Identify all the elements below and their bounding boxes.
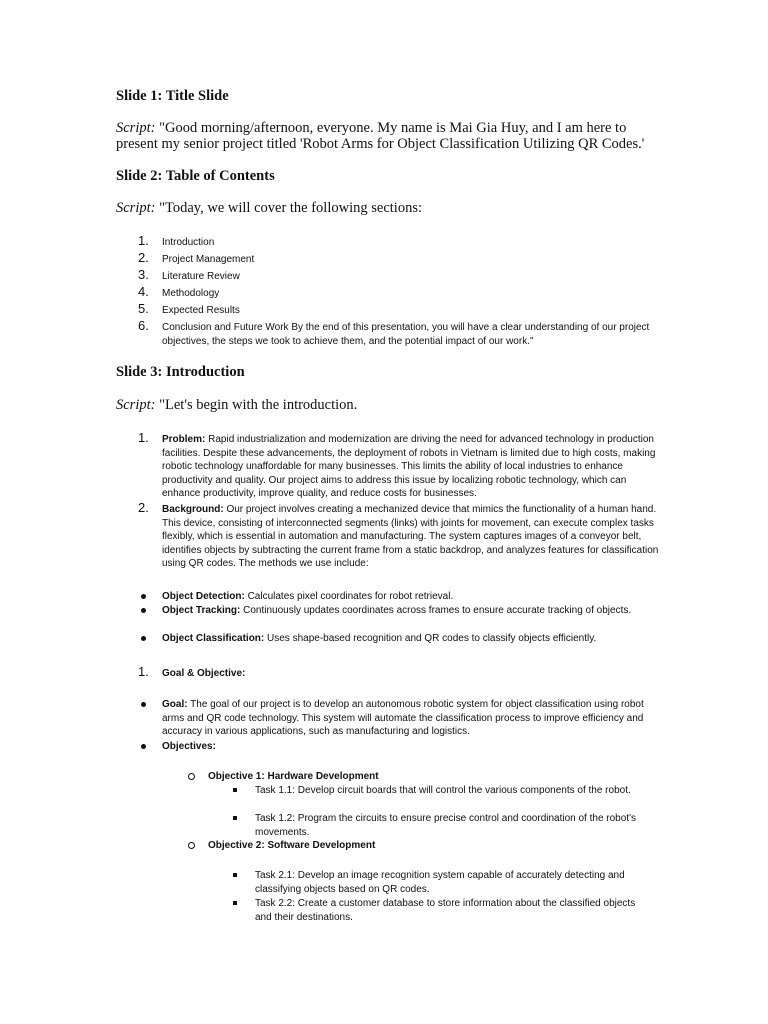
circle-bullet-icon <box>188 842 195 849</box>
slide3-heading: Slide 3: Introduction <box>116 364 245 380</box>
objective-title: Objective 1: Hardware Development <box>208 771 379 782</box>
objective-2-title <box>208 839 658 853</box>
list-number: 1. <box>138 430 149 445</box>
list-number: 2. <box>138 250 149 265</box>
goal-body: The goal of our project is to develop an autonomous robotic system for object classification using robot arms and QR code technology. This system will automate the classification process to improve efficiency and accuracy in various applications, such as manufacturing and logistics. <box>162 699 644 737</box>
task-text: Task 2.1: Develop an image recognition system capable of accurately detecting and classifying objects based on QR codes. <box>255 870 625 895</box>
square-bullet-icon <box>233 873 237 877</box>
method-text <box>162 604 662 618</box>
toc-item-text: Literature Review <box>162 271 240 282</box>
goal-label: Goal: <box>162 699 188 710</box>
script-text: "Let's begin with the introduction. <box>155 397 358 413</box>
square-bullet-icon <box>233 788 237 792</box>
list-number: 5. <box>138 301 149 316</box>
toc-item-text: Conclusion and Future Work By the end of this presentation, you will have a clear understanding of our project objectives, the steps we took to achieve them, and the potential impact of our work." <box>162 322 650 347</box>
script-text: "Good morning/afternoon, everyone. My name is Mai Gia Huy, and I am here to present my senior project titled 'Robot Arms for Object Classification Utilizing QR Codes.' <box>116 120 645 152</box>
task-text: Task 1.1: Develop circuit boards that will control the various components of the robot. <box>255 785 631 796</box>
bullet-icon <box>141 702 146 707</box>
toc-item-text: Expected Results <box>162 305 240 316</box>
problem-label: Problem: <box>162 434 206 445</box>
list-number: 6. <box>138 318 149 333</box>
background-label: Background: <box>162 504 224 515</box>
method-text <box>162 590 662 604</box>
method-body: Calculates pixel coordinates for robot retrieval. <box>244 591 454 602</box>
objectives-text <box>162 740 662 754</box>
script-text: "Today, we will cover the following sections: <box>155 200 422 216</box>
slide2-script <box>116 200 656 216</box>
task-text: Task 2.2: Create a customer database to store information about the classified objects and their destinations. <box>255 898 636 923</box>
list-number: 3. <box>138 267 149 282</box>
slide2-heading: Slide 2: Table of Contents <box>116 168 275 184</box>
bullet-icon <box>141 744 146 749</box>
method-label: Object Detection: <box>162 591 245 602</box>
script-label: Script: <box>116 120 156 136</box>
method-body: Continuously updates coordinates across frames to ensure accurate tracking of objects. <box>240 605 632 616</box>
toc-item-text: Introduction <box>162 237 215 248</box>
slide1-heading: Slide 1: Title Slide <box>116 88 229 104</box>
method-text <box>162 632 662 646</box>
script-label: Script: <box>116 200 156 216</box>
bullet-icon <box>141 636 146 641</box>
background-text <box>162 503 662 571</box>
problem-text <box>162 433 662 501</box>
objectives-label: Objectives: <box>162 741 216 752</box>
square-bullet-icon <box>233 816 237 820</box>
task-text: Task 1.2: Program the circuits to ensure precise control and coordination of the robot's movements. <box>255 813 636 838</box>
list-number: 2. <box>138 500 149 515</box>
list-number: 1. <box>138 664 149 679</box>
list-number: 1. <box>138 233 149 248</box>
objective-title: Objective 2: Software Development <box>208 840 376 851</box>
slide1-script <box>116 120 656 152</box>
method-label: Object Tracking: <box>162 605 241 616</box>
bullet-icon <box>141 608 146 613</box>
method-label: Object Classification: <box>162 633 265 644</box>
background-body: Our project involves creating a mechanized device that mimics the functionality of a human hand. This device, consisting of interconnected segments (links) with joints for movement, can execute complex tasks flexibly, which is essential in automation and manufacturing. The system captures images of a conveyor belt, identifies objects by subtracting the current frame from a static backdrop, and analyzes features for classification using QR codes. The methods we use include: <box>162 504 659 569</box>
script-label: Script: <box>116 397 156 413</box>
goal-section-title: Goal & Objective: <box>162 668 246 679</box>
goal-text <box>162 698 662 739</box>
problem-body: Rapid industrialization and modernization are driving the need for advanced technology in production facilities. Despite these advancements, the deployment of robots in Vietnam is limited due to high costs, making robotic technology unaffordable for many businesses. This limits the ability of local industries to enhance productivity and quality. Our project aims to address this issue by localizing robotic technology, which can enhance productivity, improve quality, and reduce costs for businesses. <box>162 434 656 499</box>
method-body: Uses shape-based recognition and QR codes to classify objects efficiently. <box>264 633 597 644</box>
circle-bullet-icon <box>188 773 195 780</box>
square-bullet-icon <box>233 901 237 905</box>
toc-item-text: Methodology <box>162 288 220 299</box>
list-number: 4. <box>138 284 149 299</box>
toc-item-text: Project Management <box>162 254 255 265</box>
goal-section-label <box>162 667 662 681</box>
bullet-icon <box>141 594 146 599</box>
slide3-script <box>116 397 656 413</box>
objective-1-title <box>208 770 658 784</box>
